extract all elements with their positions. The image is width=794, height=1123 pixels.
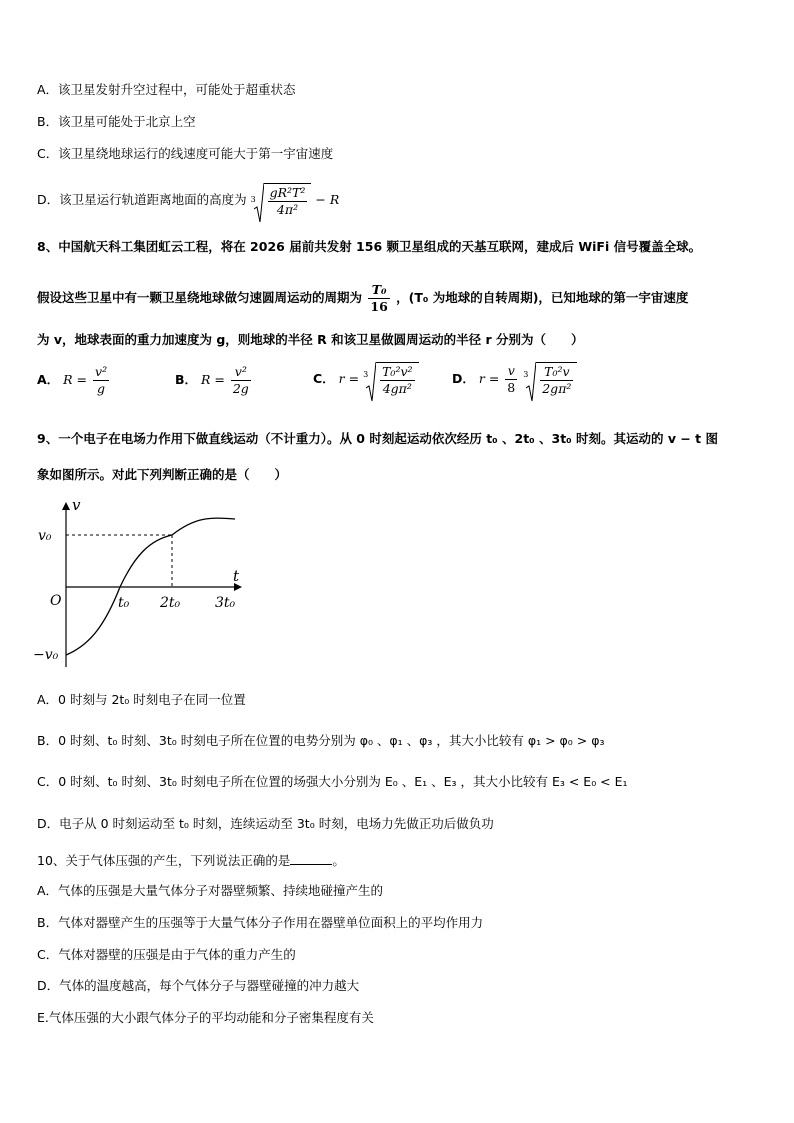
q10-option-e: E.气体压强的大小跟气体分子的平均动能和分子密集程度有关: [37, 1010, 374, 1025]
q9-option-b: B．0 时刻、t₀ 时刻、3t₀ 时刻电子所在位置的电势分别为 φ₀ 、φ₁ 、φ₃ ，其大小比较有 φ₁ > φ₀ > φ₃: [37, 733, 605, 748]
radical-sign-icon: [366, 362, 376, 402]
q8-option-d-coef-num: v: [505, 363, 517, 380]
radical-sign-icon: [254, 183, 264, 223]
q10-stem: [37, 852, 345, 870]
q10-stem-text: 10、关于气体压强的产生，下列说法正确的是: [37, 853, 291, 868]
q8-option-d-label: D．: [452, 371, 475, 386]
tick-t0: t₀: [118, 595, 130, 611]
q8-option-c-den: 4gπ²: [382, 381, 412, 396]
q8-option-b-num: v²: [231, 364, 251, 381]
q9-stem-line1: 9、一个电子在电场力作用下做直线运动（不计重力）。从 0 时刻起运动依次经历 t₀ 、2t₀ 、3t₀ 时刻。其运动的 v − t 图: [37, 431, 719, 446]
v0-label: v₀: [38, 528, 52, 544]
tick-3t0: 3t₀: [215, 595, 236, 611]
q8-option-d-cube-root: 3 $\frac{\text{T₀²v}}{\text{2gπ²}}$: [523, 362, 577, 397]
q7-option-a: A．该卫星发射升空过程中，可能处于超重状态: [37, 82, 296, 97]
radical-sign-icon: [526, 362, 536, 402]
q8-stem-line1: 8、中国航天科工集团虹云工程，将在 2026 届前共发射 156 颗卫星组成的天基互联网，建成后 WiFi 信号覆盖全球。: [37, 239, 702, 254]
q8-option-b-den: 2g: [232, 381, 249, 396]
q10-option-c: C．气体对器壁的压强是由于气体的重力产生的: [37, 947, 296, 962]
q7-d-tail: − R: [315, 192, 340, 207]
q8-option-d: [452, 362, 577, 397]
q9-option-a: A．0 时刻与 2t₀ 时刻电子在同一位置: [37, 692, 246, 707]
tick-2t0: 2t₀: [160, 595, 181, 611]
q8-option-a-den: g: [97, 381, 106, 396]
q9-stem-line2: 象如图所示。对此下列判断正确的是（ ）: [37, 467, 288, 482]
q7-option-d: [37, 183, 339, 218]
neg-v0-label: −v₀: [33, 647, 59, 663]
v-axis-label: v: [72, 496, 81, 514]
q8-option-d-coef-den: 8: [507, 380, 516, 395]
q7-d-denominator: 4π²: [276, 202, 299, 217]
q8-stem-line2: [37, 282, 688, 315]
q8-option-d-den: 2gπ²: [542, 381, 572, 396]
q7-option-c: C．该卫星绕地球运行的线速度可能大于第一宇宙速度: [37, 146, 334, 161]
q8-period-denominator: 16: [370, 299, 388, 314]
q8-option-b: [175, 364, 253, 397]
q8-period-fraction: [368, 282, 389, 315]
q10-stem-period: 。: [332, 853, 345, 868]
q10-option-a: A．气体的压强是大量气体分子对器壁频繁、持续地碰撞产生的: [37, 883, 384, 898]
q8-option-d-coefficient: [505, 363, 517, 396]
q9-option-d: D．电子从 0 时刻运动至 t₀ 时刻，连续运动至 3t₀ 时刻，电场力先做正功后做负功: [37, 816, 494, 831]
q7-d-numerator: gR²T²: [269, 185, 306, 200]
answer-blank[interactable]: [290, 852, 332, 865]
q9-option-c: C．0 时刻、t₀ 时刻、3t₀ 时刻电子所在位置的场强大小分别为 E₀ 、E₁ 、E₃ ，其大小比较有 E₃ < E₀ < E₁: [37, 774, 628, 789]
q8-stem-line3: 为 v，地球表面的重力加速度为 g，则地球的半径 R 和该卫星做圆周运动的半径 r 分别为（ ）: [37, 332, 584, 347]
q8-stem-line2-post: ，(T₀ 为地球的自转周期)，已知地球的第一宇宙速度: [396, 290, 689, 305]
q8-option-b-label: B．: [175, 372, 198, 387]
q8-option-a-fraction: [93, 364, 109, 397]
q8-option-c-label: C．: [313, 371, 335, 386]
q10-option-d: D．气体的温度越高，每个气体分子与器壁碰撞的冲力越大: [37, 978, 360, 993]
t-axis-label: t: [233, 567, 240, 585]
q8-option-c: [313, 362, 419, 397]
q8-option-c-lhs: r =: [338, 371, 360, 386]
q7-option-d-text: D．该卫星运行轨道距离地面的高度为: [37, 192, 247, 207]
q8-option-d-lhs: r =: [478, 371, 500, 386]
q10-option-b: B．气体对器壁产生的压强等于大量气体分子作用在器壁单位面积上的平均作用力: [37, 915, 484, 930]
q8-option-a-lhs: R =: [63, 372, 88, 387]
origin-label: O: [50, 593, 62, 609]
q8-option-b-fraction: [231, 364, 251, 397]
q8-option-b-lhs: R =: [201, 372, 225, 387]
q8-option-a-num: v²: [95, 364, 108, 379]
v-axis-arrow-icon: [62, 502, 70, 510]
q7-cube-root: 3 $\frac{\text{gR²T²}}{\text{4π²}}$: [251, 183, 312, 218]
q8-option-d-num: T₀²v: [540, 364, 573, 381]
vt-graph: [30, 495, 255, 675]
q8-period-numerator: T₀: [368, 282, 389, 299]
q8-option-c-cube-root: 3 $\frac{\text{T₀²v²}}{\text{4gπ²}}$: [363, 362, 418, 397]
q7-option-b: B．该卫星可能处于北京上空: [37, 114, 196, 129]
q8-option-a: [37, 364, 111, 397]
q8-stem-line2-pre: 假设这些卫星中有一颗卫星绕地球做匀速圆周运动的周期为: [37, 290, 363, 305]
q8-option-c-num: T₀²v²: [382, 364, 413, 379]
q8-option-a-label: A．: [37, 372, 60, 387]
